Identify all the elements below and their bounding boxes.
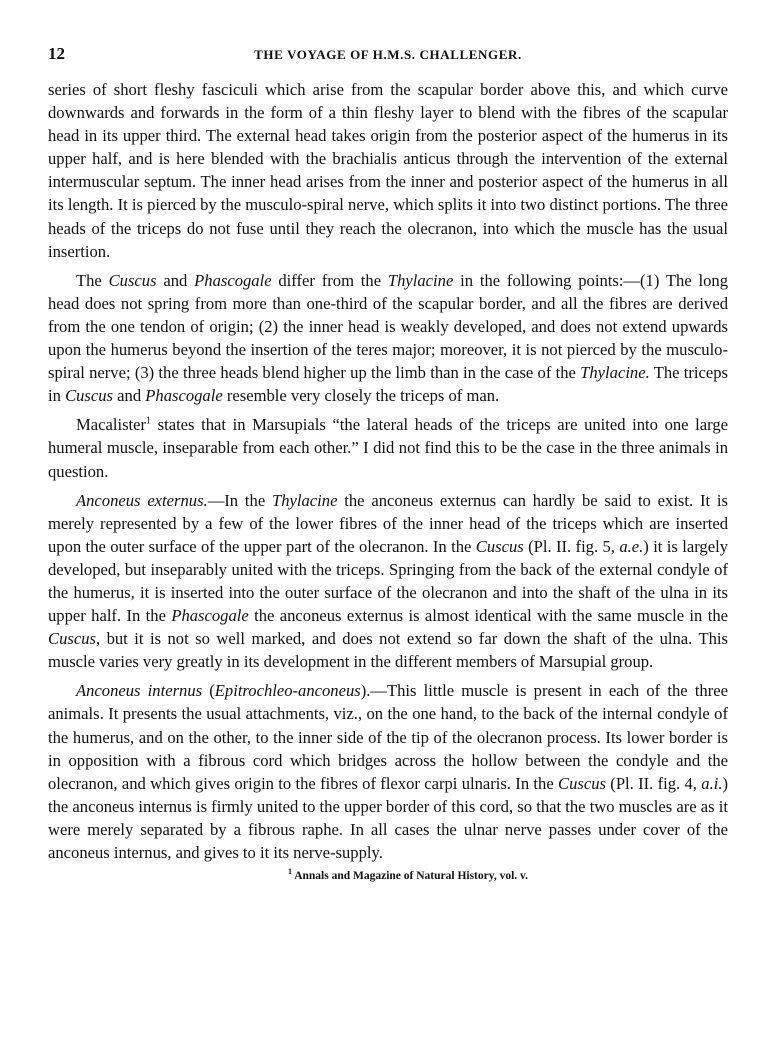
- body-text: [48, 78, 728, 864]
- paragraph: [48, 78, 728, 263]
- text-segment: but it is not so well marked, and does not extend so far down the shaft of the ulna. This muscle varies very greatly in its development in the different members of Marsupial group.: [48, 629, 728, 672]
- running-title: THE VOYAGE OF H.M.S. CHALLENGER.: [254, 47, 522, 62]
- italic-text: Cuscus,: [48, 629, 101, 649]
- paragraph: [48, 679, 728, 864]
- text-segment: ) it is largely developed, but inseparably united with the triceps. Springing from the back of the external condyle of the humerus, it is inserted into the outer surface of the olecranon and into the shaft of the ulna in its upper half. In the: [48, 536, 729, 626]
- italic-text: a.i.: [701, 773, 723, 793]
- italic-text: Thylacine.: [580, 363, 650, 383]
- paragraph: [48, 413, 728, 482]
- italic-text: Cuscus: [558, 773, 606, 793]
- text-segment: the anconeus externus can hardly be said to exist. It is merely represented by a few of the lower fibres of the inner head of the triceps which are inserted upon the outer surface of the upper part of the olecranon. In the: [48, 490, 728, 556]
- footnote-marker: 1: [287, 867, 292, 877]
- text-segment: the anconeus externus is almost identical with the same muscle in the: [248, 606, 728, 626]
- text-segment: The: [76, 270, 109, 290]
- italic-text: Phascogale: [171, 606, 249, 626]
- paragraph: [48, 269, 728, 408]
- italic-text: Phascogale: [145, 386, 223, 406]
- italic-text: Thylacine: [387, 270, 454, 290]
- italic-text: Anconeus externus.: [76, 490, 208, 510]
- page: [48, 44, 728, 882]
- text-segment: (Pl. II. fig. 4,: [605, 773, 702, 793]
- italic-text: Epitrochleo-anconeus: [214, 681, 361, 701]
- paragraph: [48, 489, 728, 674]
- footnote-reference: 1: [146, 415, 152, 427]
- text-segment: series of short fleshy fasciculi which arise from the scapular border above this, and which curve downwards and forwards in the form of a thin fleshy layer to blend with the fibres of the scapular head in its upper third. The external head takes origin from the posterior aspect of the humerus in its upper half, and is here blended with the brachialis anticus through the intervention of the external intermuscular septum. The inner head arises from the inner and posterior aspect of the humerus in all its length. It is pierced by the musculo-spiral nerve, which splits it into two distinct portions. The three heads of the triceps do not fuse until they reach the olecranon, into which the muscle has the usual insertion.: [48, 80, 728, 261]
- italic-text: Cuscus: [475, 536, 524, 556]
- text-segment: —In the: [207, 490, 272, 510]
- italic-text: a.e.: [619, 536, 644, 556]
- footnote-text: Annals and Magazine of Natural History, vol. v.: [291, 870, 529, 883]
- text-segment: The triceps in: [48, 363, 728, 406]
- text-segment: ).—This little muscle is present in each of the three animals. It presents the usual attachments, viz., on the one hand, to the back of the internal condyle of the humerus, and on the other, to the inner side of the tip of the olecranon process. Its lower border is in opposition with a fibrous cord which bridges across the hollow between the condyle and the olecranon, and which gives origin to the fibres of flexor carpi ulnaris. In the: [48, 681, 728, 793]
- text-segment: resemble very closely the triceps of man.: [222, 386, 500, 406]
- text-segment: states that in Marsupials “the lateral heads of the triceps are united into one large humeral muscle, inseparable from each other.” I did not find this to be the case in the three animals in question.: [48, 415, 728, 481]
- italic-text: Thylacine: [272, 490, 338, 510]
- text-segment: and: [113, 386, 146, 406]
- text-segment: differ from the: [271, 270, 388, 290]
- text-segment: (: [202, 681, 215, 701]
- italic-text: Anconeus internus: [76, 681, 203, 701]
- italic-text: Phascogale: [194, 270, 272, 290]
- text-segment: ) the anconeus internus is firmly united to the upper border of this cord, so that the two muscles are as it were merely separated by a fibrous raphe. In all cases the ulnar nerve passes under cover of the anconeus internus, and gives to it its nerve-supply.: [48, 773, 729, 862]
- text-segment: and: [156, 270, 195, 290]
- text-segment: Macalister: [76, 415, 147, 435]
- text-segment: in the following points:—(1) The long head does not spring from more than one-third of the scapular border, and all the fibres are derived from the one tendon of origin; (2) the inner head is weakly developed, and does not extend upwards upon the humerus beyond the insertion of the teres major; moreover, it is not pierced by the musculo-spiral nerve; (3) the three heads blend higher up the limb than in the case of the: [48, 270, 728, 383]
- italic-text: Cuscus: [65, 386, 114, 406]
- page-header: [48, 44, 728, 68]
- page-number: 12: [48, 44, 65, 63]
- italic-text: Cuscus: [108, 270, 157, 290]
- footnote: [48, 867, 728, 883]
- text-segment: (Pl. II. fig. 5,: [523, 536, 620, 556]
